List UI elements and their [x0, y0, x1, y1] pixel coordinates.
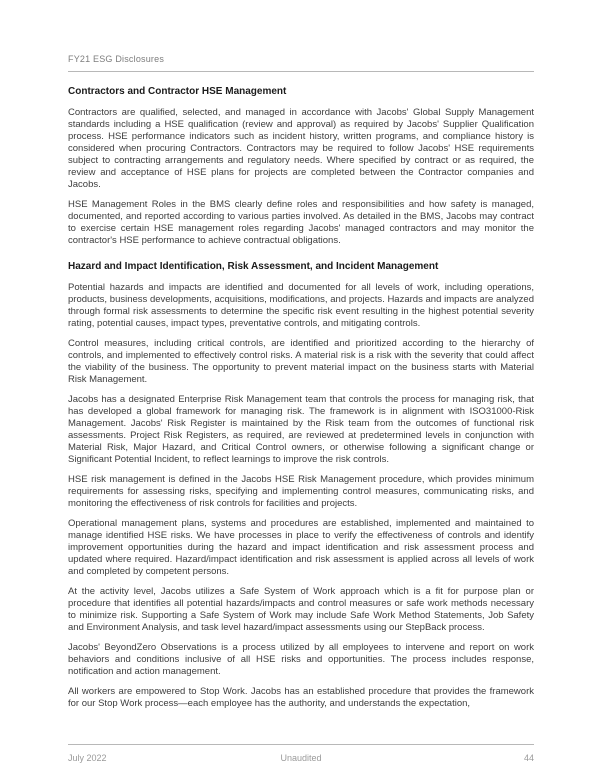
section-heading-hazard-impact: Hazard and Impact Identification, Risk Assessment, and Incident Management	[68, 261, 439, 272]
footer-page-number: 44	[523, 753, 534, 763]
paragraph: Contractors are qualified, selected, and managed in accordance with Jacobs' Global Supply Management standards including a HSE qualification (review and approval) as required by Jacobs' Supplier Qualification process. HSE performance indicators such as incident history, written programs, and compliance history is considered when procuring Contractors. Contractors may be required to follow Jacobs' HSE requirements subject to contracting arrangements and regulatory needs. Where specified by contract or as required, the review and acceptance of HSE plans for projects are completed between the Contractor companies and Jacobs.	[68, 107, 534, 190]
paragraph: HSE Management Roles in the BMS clearly define roles and responsibilities and how safety is managed, documented, and reported according to various parties involved. As detailed in the BMS, Jacobs may contract to exercise certain HSE management roles regarding Jacobs' managed contractors and may monitor the contractor's HSE performance to achieve contractual obligations.	[68, 199, 534, 246]
page-footer	[68, 744, 534, 763]
paragraph: Control measures, including critical controls, are identified and prioritized according to the hierarchy of controls, and implemented to effectively control risks. A material risk is a risk with the severity that could affect the viability of the business. The opportunity to prevent material impact on the business starts with Material Risk Management.	[68, 338, 534, 385]
footer-status: Unaudited	[280, 753, 322, 763]
paragraph: HSE risk management is defined in the Jacobs HSE Risk Management procedure, which provides minimum requirements for assessing risks, specifying and implementing control measures, communicating risks, and monitoring the effectiveness of risk controls for facilities and projects.	[68, 474, 534, 509]
paragraph: All workers are empowered to Stop Work. Jacobs has an established procedure that provides the framework for our Stop Work process—each employee has the authority, and understands the expectation,	[68, 686, 534, 709]
paragraph: Jacobs' BeyondZero Observations is a process utilized by all employees to intervene and report on work behaviors and conditions inclusive of all HSE risks and opportunities. The process includes response, notification and action management.	[68, 642, 534, 677]
paragraph: Jacobs has a designated Enterprise Risk Management team that controls the process for managing risk, that has developed a global framework for managing risk. The framework is in alignment with ISO31000-Risk Management. Jacobs' Risk Register is maintained by the Risk team from the outcomes of functional risk assessments. Project Risk Registers, as required, are reviewed at predetermined levels in conjunction with Material Risk, Major Hazard, and Critical Control owners, or otherwise following a significant change or Significant Potential Incident, to reflect learnings to improve the risk controls.	[68, 394, 534, 465]
footer-date: July 2022	[68, 753, 107, 763]
paragraph: Operational management plans, systems and procedures are established, implemented and maintained to manage identified HSE risks. We have processes in place to verify the effectiveness of controls and identify improvement opportunities during the hazard and impact identification and risk assessment process and updated where required. Hazard/impact identification and risk assessment is applied across all levels of work and completed by competent persons.	[68, 518, 534, 577]
page-header	[68, 54, 534, 72]
header-title: FY21 ESG Disclosures	[68, 54, 165, 64]
paragraph: At the activity level, Jacobs utilizes a Safe System of Work approach which is a fit for purpose plan or procedure that identifies all potential hazards/impacts and control measures or safe work methods necessary to minimize risk. Supporting a Safe System of Work may include Safe Work Method Statements, Job Safety and Environment Analysis, and task level hazard/impact assessments using our StepBack process.	[68, 586, 534, 633]
section-heading-contractors: Contractors and Contractor HSE Management	[68, 86, 287, 97]
paragraph: Potential hazards and impacts are identified and documented for all levels of work, including operations, products, business developments, acquisitions, modifications, and projects. Hazards and impacts are analyzed through formal risk assessments to determine the specific risk event resulting in the highest potential severity rating, potential causes, impact types, preventative controls, and mitigating controls.	[68, 282, 534, 329]
page-content	[68, 86, 534, 718]
